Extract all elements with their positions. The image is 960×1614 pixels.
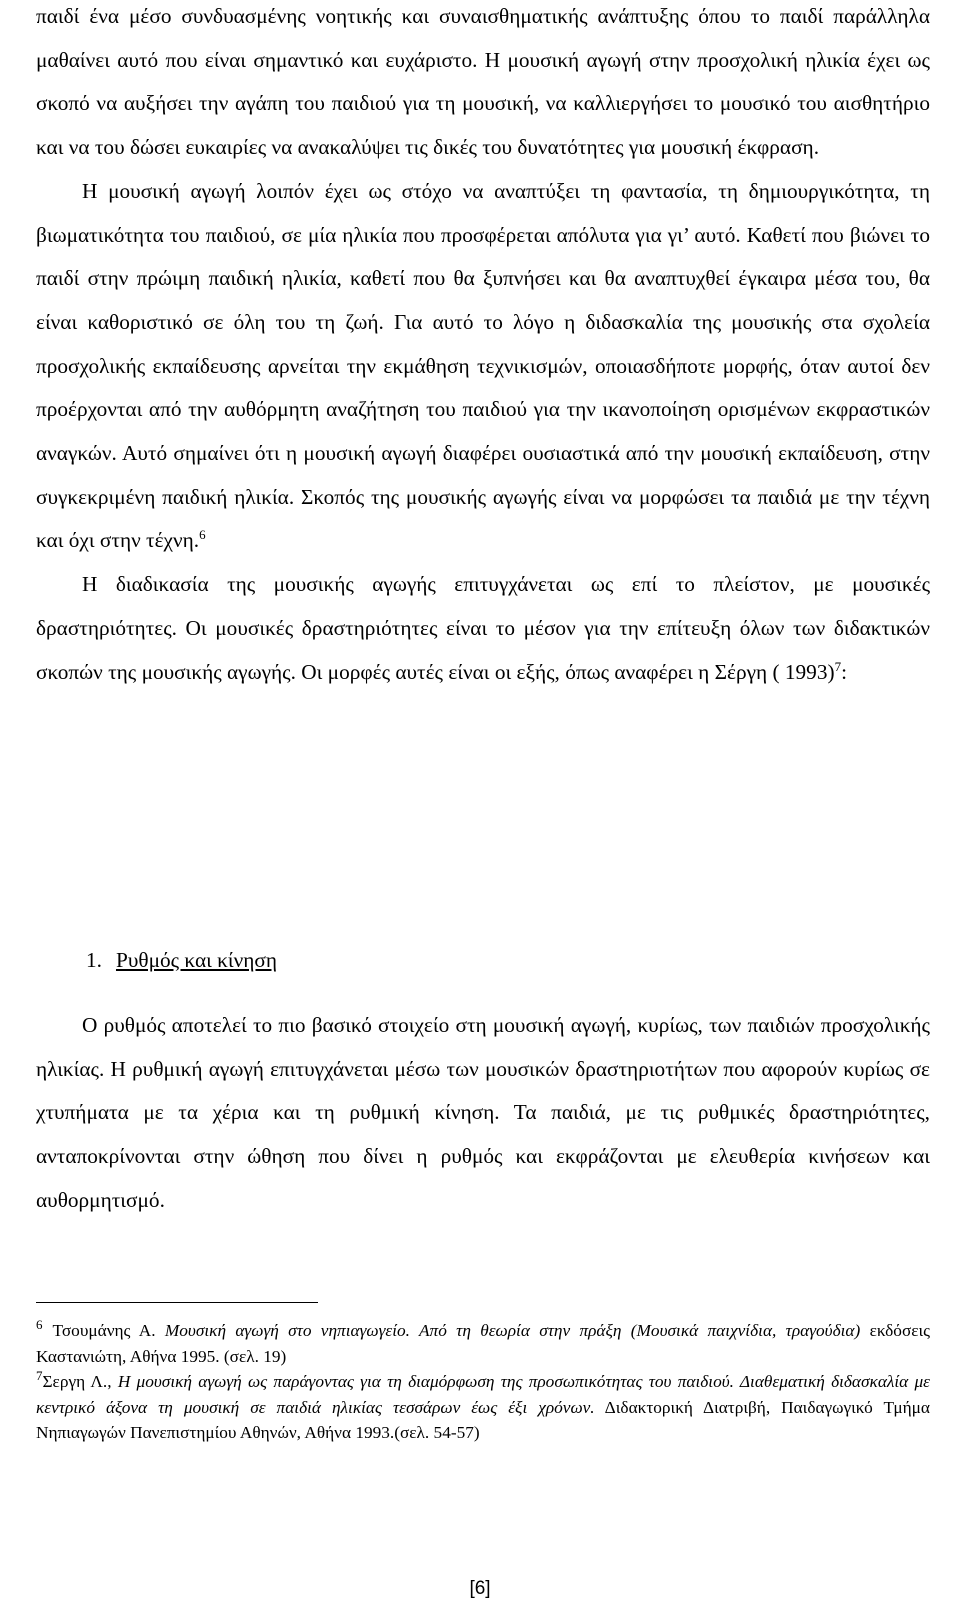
footnote-separator <box>36 1302 318 1303</box>
paragraph-intro: παιδί ένα μέσο συνδυασμένης νοητικής και συναισθηματικής ανάπτυξης όπου το παιδί παράλληλα μαθαίνει αυτό που είναι σημαντικό και ευχάριστο. Η μουσική αγωγή στην προσχολική ηλικία έχει ως σκοπό να αυξήσει την αγάπη του παιδιού για τη μουσική, να καλλιεργήσει το μουσικό του αισθητήριο και να του δώσει ευκαιρίες να ανακαλύψει τις δικές του δυνατότητες για μουσική έκφραση. <box>36 4 930 160</box>
footnote-7-rest: Διδακτορική Διατριβή, Παιδαγωγικό Τμήμα Νηπιαγωγών Πανεπιστημίου Αθηνών, Αθήνα 1993.(σελ. 54-57) <box>36 1397 930 1442</box>
paragraph-music-goals-text: Η μουσική αγωγή λοιπόν έχει ως στόχο να αναπτύξει τη φαντασία, τη δημιουργικότητα, τη βιωματικότητα του παιδιού, σε μία ηλικία που προσφέρεται απόλυτα για γι’ αυτό. Καθετί που βιώνει το παιδί στην πρώιμη παιδική ηλικία, καθετί που θα ξυπνήσει και θα αναπτυχθεί έγκαιρα μέσα του, θα είναι καθοριστικό σε όλη του τη ζωή. Για αυτό το λόγο η διδασκαλία της μουσικής στα σχολεία προσχολικής εκπαίδευσης αρνείται την εκμάθηση τεχνικισμών, οποιασδήποτε μορφής, όταν αυτοί δεν προέρχονται από την αυθόρμητη αναζήτηση του παιδιού για την ικανοποίηση ορισμένων εκφραστικών αναγκών. Αυτό σημαίνει ότι η μουσική αγωγή διαφέρει ουσιαστικά από την μουσική εκπαίδευση, στην συγκεκριμένη παιδική ηλικία. Σκοπός της μουσικής αγωγής είναι να μορφώσει τα παιδιά με την τέχνη και όχι στην τέχνη. <box>36 178 930 553</box>
footnote-6-number: 6 <box>36 1317 43 1333</box>
footnote-6-title: Μουσική αγωγή στο νηπιαγωγείο. Από τη θεωρία στην πράξη (Μουσικά παιχνίδια, τραγούδια) <box>164 1321 861 1340</box>
footnote-7-title: Η μουσική αγωγή ως παράγοντας για τη διαμόρφωση της προσωπικότητας του παιδιού. Διαθεματική διδασκαλία με κεντρικό άξονα τη μουσική σε παιδιά ηλικίας τεσσάρων έως έξι χρόνων. <box>36 1372 930 1417</box>
footnote-ref-6: 6 <box>199 527 206 543</box>
paragraph-activities-text: Η διαδικασία της μουσικής αγωγής επιτυγχάνεται ως επί το πλείστον, με μουσικές δραστηριότητες. Οι μουσικές δραστηριότητες είναι το μέσον για την επίτευξη όλων των διδακτικών σκοπών της μουσικής αγωγής. Οι μορφές αυτές είναι οι εξής, όπως αναφέρει η Σέργη ( 1993) <box>36 572 930 684</box>
footnote-7 <box>36 1369 930 1446</box>
paragraph-rhythm: Ο ρυθμός αποτελεί το πιο βασικό στοιχείο στη μουσική αγωγή, κυρίως, των παιδιών προσχολικής ηλικίας. Η ρυθμική αγωγή επιτυγχάνεται μέσω των μουσικών δραστηριοτήτων που αφορούν κυρίως σε χτυπήματα με τα χέρια και τη ρυθμική κίνηση. Τα παιδιά, με τις ρυθμικές δραστηριότητες, ανταποκρίνονται στην ώθηση που δίνει η ρυθμός και εκφράζονται με ελευθερία κινήσεων και αυθορμητισμό. <box>36 1013 930 1212</box>
footnote-7-author: Σεργη Λ., <box>42 1372 112 1391</box>
footnote-6-author: Τσουμάνης Α. <box>52 1321 156 1340</box>
page-number: [6] <box>469 1578 491 1599</box>
paragraph-activities <box>36 563 930 694</box>
section-heading <box>86 939 277 983</box>
footnotes <box>36 1318 930 1446</box>
footnote-6-rest: εκδόσεις Καστανιώτη, Αθήνα 1995. (σελ. 19) <box>36 1321 931 1366</box>
paragraph-activities-tail: : <box>841 659 847 684</box>
footnote-6 <box>36 1318 930 1369</box>
paragraph-music-goals <box>36 170 930 563</box>
section-title: Ρυθμός και κίνηση <box>115 948 278 972</box>
section-body <box>36 1004 930 1223</box>
footnote-ref-7: 7 <box>834 658 842 674</box>
body-text <box>36 0 930 694</box>
section-number: 1. <box>86 948 102 972</box>
footnote-7-number: 7 <box>36 1368 43 1384</box>
